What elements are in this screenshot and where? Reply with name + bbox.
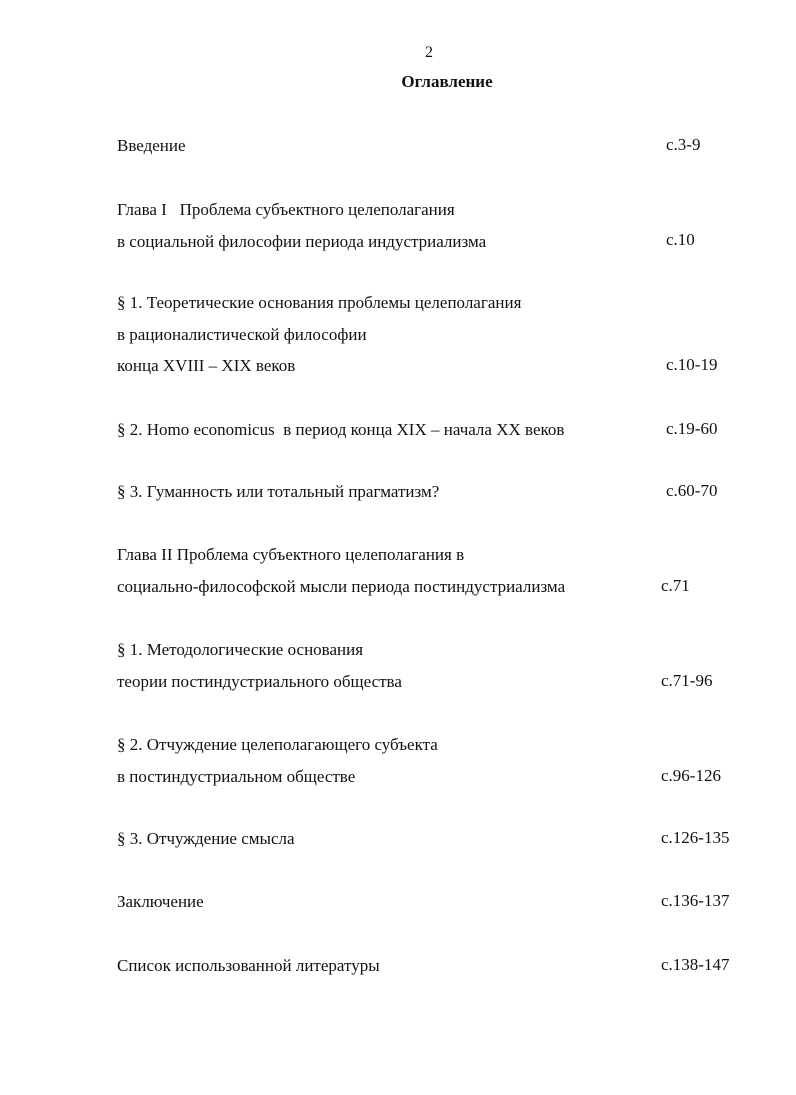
- toc-entry-text: Глава II Проблема субъектного целеполагания в: [117, 545, 465, 564]
- toc-entry-pages: с.3-9: [666, 135, 701, 154]
- toc-entry-pages: с.136-137: [661, 891, 730, 910]
- toc-entry-text: в рационалистической философии: [117, 324, 367, 344]
- toc-entry-text: конца XVIII – XIX веков: [117, 356, 296, 375]
- toc-entry-text: социально-философской мысли периода постиндустриализма: [117, 576, 566, 596]
- toc-entry-text: § 2. Homo economicus в период конца XIX – начала XX веков: [117, 420, 565, 439]
- page-title: Оглавление: [401, 72, 493, 91]
- toc-entry-ch2-section-1: [117, 634, 402, 697]
- toc-entry-pages: с.96-126: [661, 766, 721, 785]
- toc-entry-text: Список использованной литературы: [117, 956, 380, 975]
- toc-entry-introduction: [117, 130, 186, 162]
- toc-entry-text: § 3. Гуманность или тотальный прагматизм?: [117, 482, 440, 501]
- toc-entry-ch1-section-3: [117, 476, 439, 508]
- toc-entry-pages: с.10-19: [666, 355, 718, 374]
- toc-entry-pages: с.71-96: [661, 671, 713, 690]
- toc-entry-ch2-section-3: [117, 823, 295, 855]
- toc-entry-conclusion: [117, 886, 204, 918]
- toc-entry-pages: с.126-135: [661, 828, 730, 847]
- toc-entry-pages: с.71: [661, 576, 690, 595]
- toc-entry-bibliography: [117, 950, 380, 982]
- toc-entry-text: Введение: [117, 136, 186, 155]
- toc-entry-chapter-1: [117, 194, 486, 257]
- toc-entry-text: § 1. Методологические основания: [117, 640, 364, 659]
- toc-entry-pages: с.19-60: [666, 419, 718, 438]
- toc-entry-ch1-section-1: [117, 287, 521, 382]
- toc-entry-pages: с.10: [666, 230, 695, 249]
- toc-entry-text: Глава I Проблема субъектного целеполагания: [117, 200, 455, 219]
- toc-entry-text: в постиндустриальном обществе: [117, 766, 356, 786]
- toc-entry-text: теории постиндустриального общества: [117, 671, 402, 691]
- toc-entry-text: § 3. Отчуждение смысла: [117, 829, 295, 848]
- toc-entry-text: в социальной философии периода индустриализма: [117, 231, 487, 251]
- toc-entry-ch2-section-2: [117, 729, 438, 792]
- toc-entry-pages: с.60-70: [666, 481, 718, 500]
- toc-entry-text: Заключение: [117, 892, 204, 911]
- toc-entry-text: § 2. Отчуждение целеполагающего субъекта: [117, 735, 438, 754]
- toc-entry-pages: с.138-147: [661, 955, 730, 974]
- toc-entry-ch1-section-2: [117, 414, 564, 446]
- page-number: 2: [425, 44, 433, 61]
- toc-entry-text: § 1. Теоретические основания проблемы целеполагания: [117, 293, 522, 312]
- toc-entry-chapter-2: [117, 539, 565, 602]
